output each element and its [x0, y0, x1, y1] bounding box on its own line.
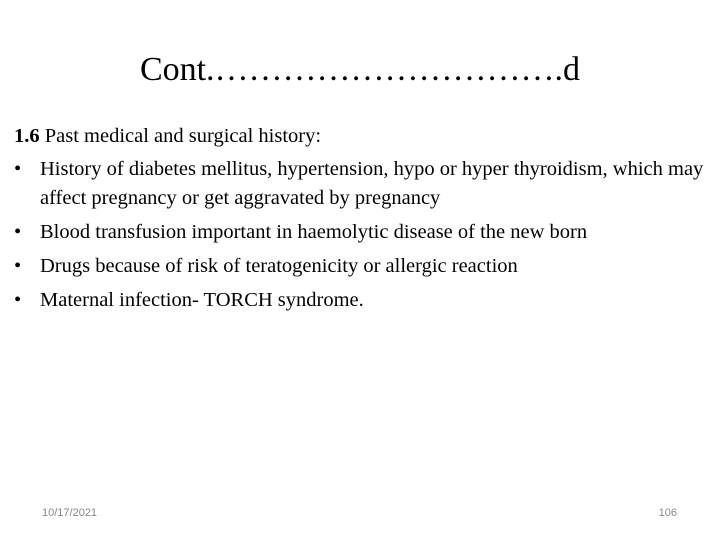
- bullet-icon: •: [14, 255, 22, 277]
- section-heading: [14, 122, 704, 151]
- slide-title: Cont.………………………….d: [139, 51, 581, 88]
- slide-content: [14, 122, 704, 320]
- section-number: 1.6: [14, 125, 40, 147]
- footer-page-number: 106: [658, 507, 677, 519]
- section-heading-text: Past medical and surgical history:: [39, 125, 322, 147]
- bullet-icon: •: [14, 289, 22, 311]
- bullet-list: [14, 155, 704, 315]
- list-item-text: History of diabetes mellitus, hypertension, hypo or hyper thyroidism, which may affect pregnancy or get aggravated by pregnancy: [40, 158, 704, 209]
- list-item: [14, 155, 704, 213]
- list-item: [14, 218, 704, 247]
- list-item: [14, 286, 704, 315]
- footer-date: 10/17/2021: [42, 507, 98, 519]
- bullet-icon: •: [14, 221, 22, 243]
- list-item-text: Drugs because of risk of teratogenicity or allergic reaction: [40, 255, 518, 277]
- list-item-text: Maternal infection- TORCH syndrome.: [40, 289, 364, 311]
- bullet-icon: •: [14, 158, 22, 180]
- list-item-text: Blood transfusion important in haemolytic disease of the new born: [40, 221, 588, 243]
- list-item: [14, 252, 704, 281]
